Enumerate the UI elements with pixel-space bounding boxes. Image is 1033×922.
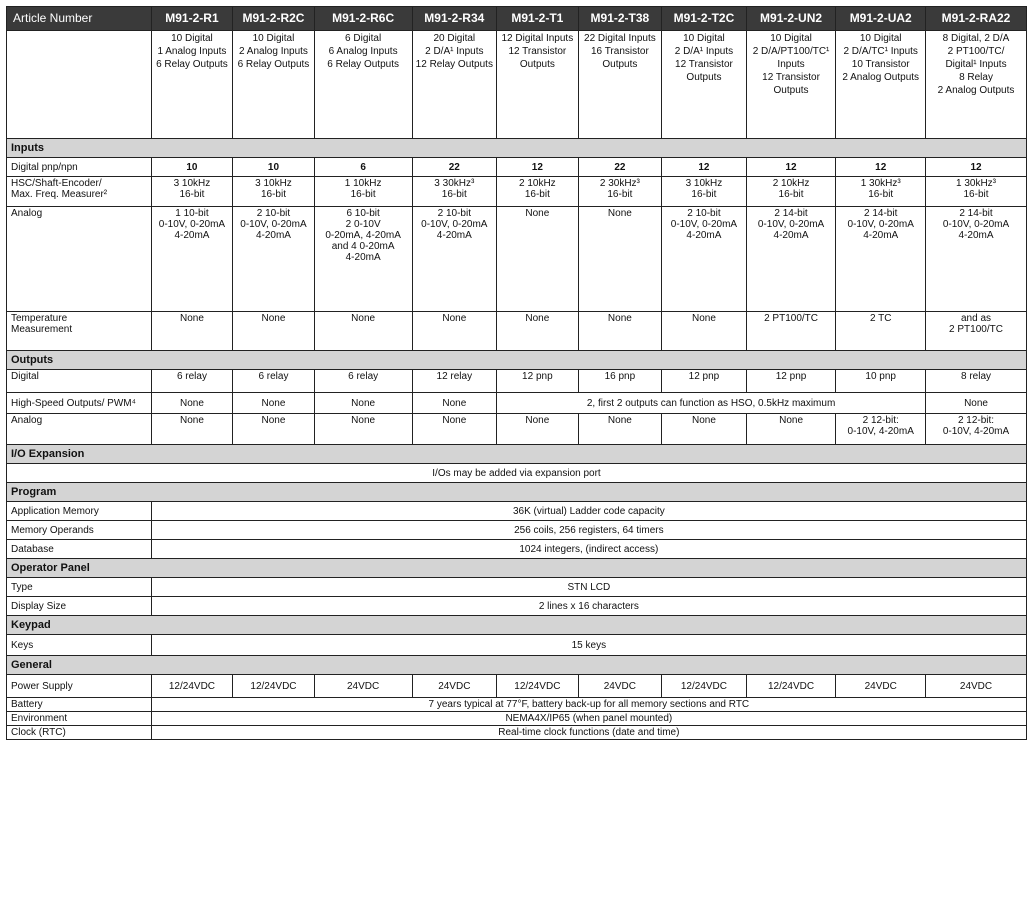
table-cell: 2 10kHz 16-bit bbox=[746, 177, 836, 207]
model-header: M91-2-R2C bbox=[233, 7, 315, 31]
model-description: 10 Digital 2 Analog Inputs 6 Relay Outputs bbox=[233, 31, 315, 139]
model-description: 10 Digital 2 D/A/TC¹ Inputs 10 Transistor 2 Analog Outputs bbox=[836, 31, 926, 139]
model-description: 10 Digital 1 Analog Inputs 6 Relay Outputs bbox=[151, 31, 233, 139]
table-cell: 6 10-bit 2 0-10V 0-20mA, 4-20mA and 4 0-20mA 4-20mA bbox=[314, 207, 412, 312]
row-label: Database bbox=[7, 540, 152, 559]
table-cell: 24VDC bbox=[578, 675, 662, 698]
table-cell: 2 TC bbox=[836, 312, 926, 351]
table-cell-span: Real-time clock functions (date and time) bbox=[151, 726, 1026, 740]
table-cell: None bbox=[497, 312, 579, 351]
row-label: High-Speed Outputs/ PWM⁴ bbox=[7, 393, 152, 414]
table-cell: None bbox=[578, 207, 662, 312]
table-cell-span: 36K (virtual) Ladder code capacity bbox=[151, 502, 1026, 521]
model-description: 6 Digital 6 Analog Inputs 6 Relay Outputs bbox=[314, 31, 412, 139]
table-row bbox=[7, 726, 1027, 740]
table-cell-span: 15 keys bbox=[151, 635, 1026, 656]
table-cell: 2 PT100/TC bbox=[746, 312, 836, 351]
table-cell: 12/24VDC bbox=[151, 675, 233, 698]
section-title: I/O Expansion bbox=[7, 445, 1027, 464]
table-row bbox=[7, 393, 1027, 414]
table-cell: None bbox=[314, 414, 412, 445]
section-keypad bbox=[7, 616, 1027, 635]
model-header: M91-2-T2C bbox=[662, 7, 747, 31]
table-cell: 12 pnp bbox=[497, 370, 579, 393]
table-row bbox=[7, 635, 1027, 656]
model-description: 10 Digital 2 D/A¹ Inputs 12 Transistor Outputs bbox=[662, 31, 747, 139]
table-row bbox=[7, 540, 1027, 559]
table-row bbox=[7, 712, 1027, 726]
section-title: Outputs bbox=[7, 351, 1027, 370]
table-cell: None bbox=[662, 312, 747, 351]
table-cell-span: 7 years typical at 77°F, battery back-up for all memory sections and RTC bbox=[151, 698, 1026, 712]
row-label: Temperature Measurement bbox=[7, 312, 152, 351]
spec-table bbox=[6, 6, 1027, 740]
table-cell-span: STN LCD bbox=[151, 578, 1026, 597]
row-label: Application Memory bbox=[7, 502, 152, 521]
table-cell: 24VDC bbox=[836, 675, 926, 698]
table-cell: 12 bbox=[926, 158, 1027, 177]
model-description: 8 Digital, 2 D/A 2 PT100/TC/ Digital¹ Inputs 8 Relay 2 Analog Outputs bbox=[926, 31, 1027, 139]
table-cell: and as 2 PT100/TC bbox=[926, 312, 1027, 351]
table-cell: 12 bbox=[836, 158, 926, 177]
table-cell: 12/24VDC bbox=[662, 675, 747, 698]
table-row bbox=[7, 597, 1027, 616]
table-cell: None bbox=[926, 393, 1027, 414]
row-label: Type bbox=[7, 578, 152, 597]
table-row bbox=[7, 464, 1027, 483]
model-header: M91-2-UA2 bbox=[836, 7, 926, 31]
section-title: Keypad bbox=[7, 616, 1027, 635]
table-cell: 12 bbox=[746, 158, 836, 177]
table-row bbox=[7, 578, 1027, 597]
section-title: Inputs bbox=[7, 139, 1027, 158]
table-cell: 12 relay bbox=[412, 370, 497, 393]
table-row bbox=[7, 698, 1027, 712]
table-cell-span: NEMA4X/IP65 (when panel mounted) bbox=[151, 712, 1026, 726]
empty-cell bbox=[7, 31, 152, 139]
table-cell: None bbox=[151, 414, 233, 445]
table-cell: 24VDC bbox=[412, 675, 497, 698]
section-operator-panel bbox=[7, 559, 1027, 578]
table-cell: 2 12-bit: 0-10V, 4-20mA bbox=[836, 414, 926, 445]
row-label: Memory Operands bbox=[7, 521, 152, 540]
table-cell: 6 relay bbox=[233, 370, 315, 393]
table-cell: 6 relay bbox=[151, 370, 233, 393]
model-header: M91-2-R34 bbox=[412, 7, 497, 31]
table-cell: 3 10kHz 16-bit bbox=[662, 177, 747, 207]
row-label: Battery bbox=[7, 698, 152, 712]
table-row bbox=[7, 414, 1027, 445]
table-cell: 24VDC bbox=[314, 675, 412, 698]
table-cell-span: 256 coils, 256 registers, 64 timers bbox=[151, 521, 1026, 540]
table-cell: 3 10kHz 16-bit bbox=[151, 177, 233, 207]
table-cell: 24VDC bbox=[926, 675, 1027, 698]
table-cell: 1 10kHz 16-bit bbox=[314, 177, 412, 207]
model-header: M91-2-R1 bbox=[151, 7, 233, 31]
table-cell: 3 30kHz³ 16-bit bbox=[412, 177, 497, 207]
table-cell: 12/24VDC bbox=[233, 675, 315, 698]
row-label: Digital pnp/npn bbox=[7, 158, 152, 177]
model-header: M91-2-T1 bbox=[497, 7, 579, 31]
table-cell: None bbox=[314, 393, 412, 414]
table-cell: None bbox=[151, 393, 233, 414]
model-header: M91-2-RA22 bbox=[926, 7, 1027, 31]
table-cell: None bbox=[578, 312, 662, 351]
row-label: Digital bbox=[7, 370, 152, 393]
table-cell: 2 12-bit: 0-10V, 4-20mA bbox=[926, 414, 1027, 445]
table-cell: 22 bbox=[412, 158, 497, 177]
model-header: M91-2-UN2 bbox=[746, 7, 836, 31]
table-cell: 10 bbox=[233, 158, 315, 177]
model-description: 20 Digital 2 D/A¹ Inputs 12 Relay Outputs bbox=[412, 31, 497, 139]
table-row bbox=[7, 177, 1027, 207]
table-cell: 12 pnp bbox=[662, 370, 747, 393]
table-cell: 2 30kHz³ 16-bit bbox=[578, 177, 662, 207]
model-description: 10 Digital 2 D/A/PT100/TC¹ Inputs 12 Transistor Outputs bbox=[746, 31, 836, 139]
model-description: 12 Digital Inputs 12 Transistor Outputs bbox=[497, 31, 579, 139]
table-cell: 6 bbox=[314, 158, 412, 177]
table-cell: 16 pnp bbox=[578, 370, 662, 393]
table-cell: 8 relay bbox=[926, 370, 1027, 393]
row-label: Power Supply bbox=[7, 675, 152, 698]
model-header: M91-2-T38 bbox=[578, 7, 662, 31]
row-label: Analog bbox=[7, 207, 152, 312]
model-header: M91-2-R6C bbox=[314, 7, 412, 31]
row-label: HSC/Shaft-Encoder/ Max. Freq. Measurer² bbox=[7, 177, 152, 207]
section-program bbox=[7, 483, 1027, 502]
table-cell: 12/24VDC bbox=[497, 675, 579, 698]
table-row bbox=[7, 312, 1027, 351]
table-cell: None bbox=[151, 312, 233, 351]
row-label: Environment bbox=[7, 712, 152, 726]
section-title: Operator Panel bbox=[7, 559, 1027, 578]
table-cell: 1 30kHz³ 16-bit bbox=[836, 177, 926, 207]
table-row bbox=[7, 370, 1027, 393]
table-cell-span: 2 lines x 16 characters bbox=[151, 597, 1026, 616]
table-row bbox=[7, 207, 1027, 312]
table-cell: 6 relay bbox=[314, 370, 412, 393]
table-cell: 2 10-bit 0-10V, 0-20mA 4-20mA bbox=[662, 207, 747, 312]
table-cell-span: 2, first 2 outputs can function as HSO, 0.5kHz maximum bbox=[497, 393, 926, 414]
section-title: General bbox=[7, 656, 1027, 675]
table-row bbox=[7, 521, 1027, 540]
table-cell: 10 bbox=[151, 158, 233, 177]
table-cell: None bbox=[412, 393, 497, 414]
table-cell: 12 bbox=[497, 158, 579, 177]
row-label: Display Size bbox=[7, 597, 152, 616]
table-cell: None bbox=[746, 414, 836, 445]
table-cell: None bbox=[233, 393, 315, 414]
row-label: Keys bbox=[7, 635, 152, 656]
model-description: 22 Digital Inputs 16 Transistor Outputs bbox=[578, 31, 662, 139]
row-label: Clock (RTC) bbox=[7, 726, 152, 740]
section-general bbox=[7, 656, 1027, 675]
table-cell: 1 30kHz³ 16-bit bbox=[926, 177, 1027, 207]
table-cell: None bbox=[233, 414, 315, 445]
table-cell: 2 10kHz 16-bit bbox=[497, 177, 579, 207]
table-cell: 12 bbox=[662, 158, 747, 177]
section-io-expansion bbox=[7, 445, 1027, 464]
table-cell: 2 14-bit 0-10V, 0-20mA 4-20mA bbox=[926, 207, 1027, 312]
section-title: Program bbox=[7, 483, 1027, 502]
table-cell: None bbox=[662, 414, 747, 445]
table-cell: 2 14-bit 0-10V, 0-20mA 4-20mA bbox=[746, 207, 836, 312]
table-cell: None bbox=[497, 207, 579, 312]
table-cell: 3 10kHz 16-bit bbox=[233, 177, 315, 207]
table-cell-span: 1024 integers, (indirect access) bbox=[151, 540, 1026, 559]
table-cell: None bbox=[497, 414, 579, 445]
table-cell: 10 pnp bbox=[836, 370, 926, 393]
table-row bbox=[7, 675, 1027, 698]
table-cell: 12/24VDC bbox=[746, 675, 836, 698]
table-cell: None bbox=[314, 312, 412, 351]
table-cell: None bbox=[578, 414, 662, 445]
model-description-row bbox=[7, 31, 1027, 139]
expansion-text: I/Os may be added via expansion port bbox=[7, 464, 1027, 483]
header-row bbox=[7, 7, 1027, 31]
table-cell: 12 pnp bbox=[746, 370, 836, 393]
article-number-header: Article Number bbox=[7, 7, 152, 31]
row-label: Analog bbox=[7, 414, 152, 445]
table-row bbox=[7, 502, 1027, 521]
table-cell: 2 14-bit 0-10V, 0-20mA 4-20mA bbox=[836, 207, 926, 312]
table-cell: None bbox=[412, 312, 497, 351]
table-cell: None bbox=[412, 414, 497, 445]
table-cell: 2 10-bit 0-10V, 0-20mA 4-20mA bbox=[412, 207, 497, 312]
table-cell: 1 10-bit 0-10V, 0-20mA 4-20mA bbox=[151, 207, 233, 312]
table-cell: None bbox=[233, 312, 315, 351]
section-inputs bbox=[7, 139, 1027, 158]
table-cell: 22 bbox=[578, 158, 662, 177]
section-outputs bbox=[7, 351, 1027, 370]
table-cell: 2 10-bit 0-10V, 0-20mA 4-20mA bbox=[233, 207, 315, 312]
table-row bbox=[7, 158, 1027, 177]
